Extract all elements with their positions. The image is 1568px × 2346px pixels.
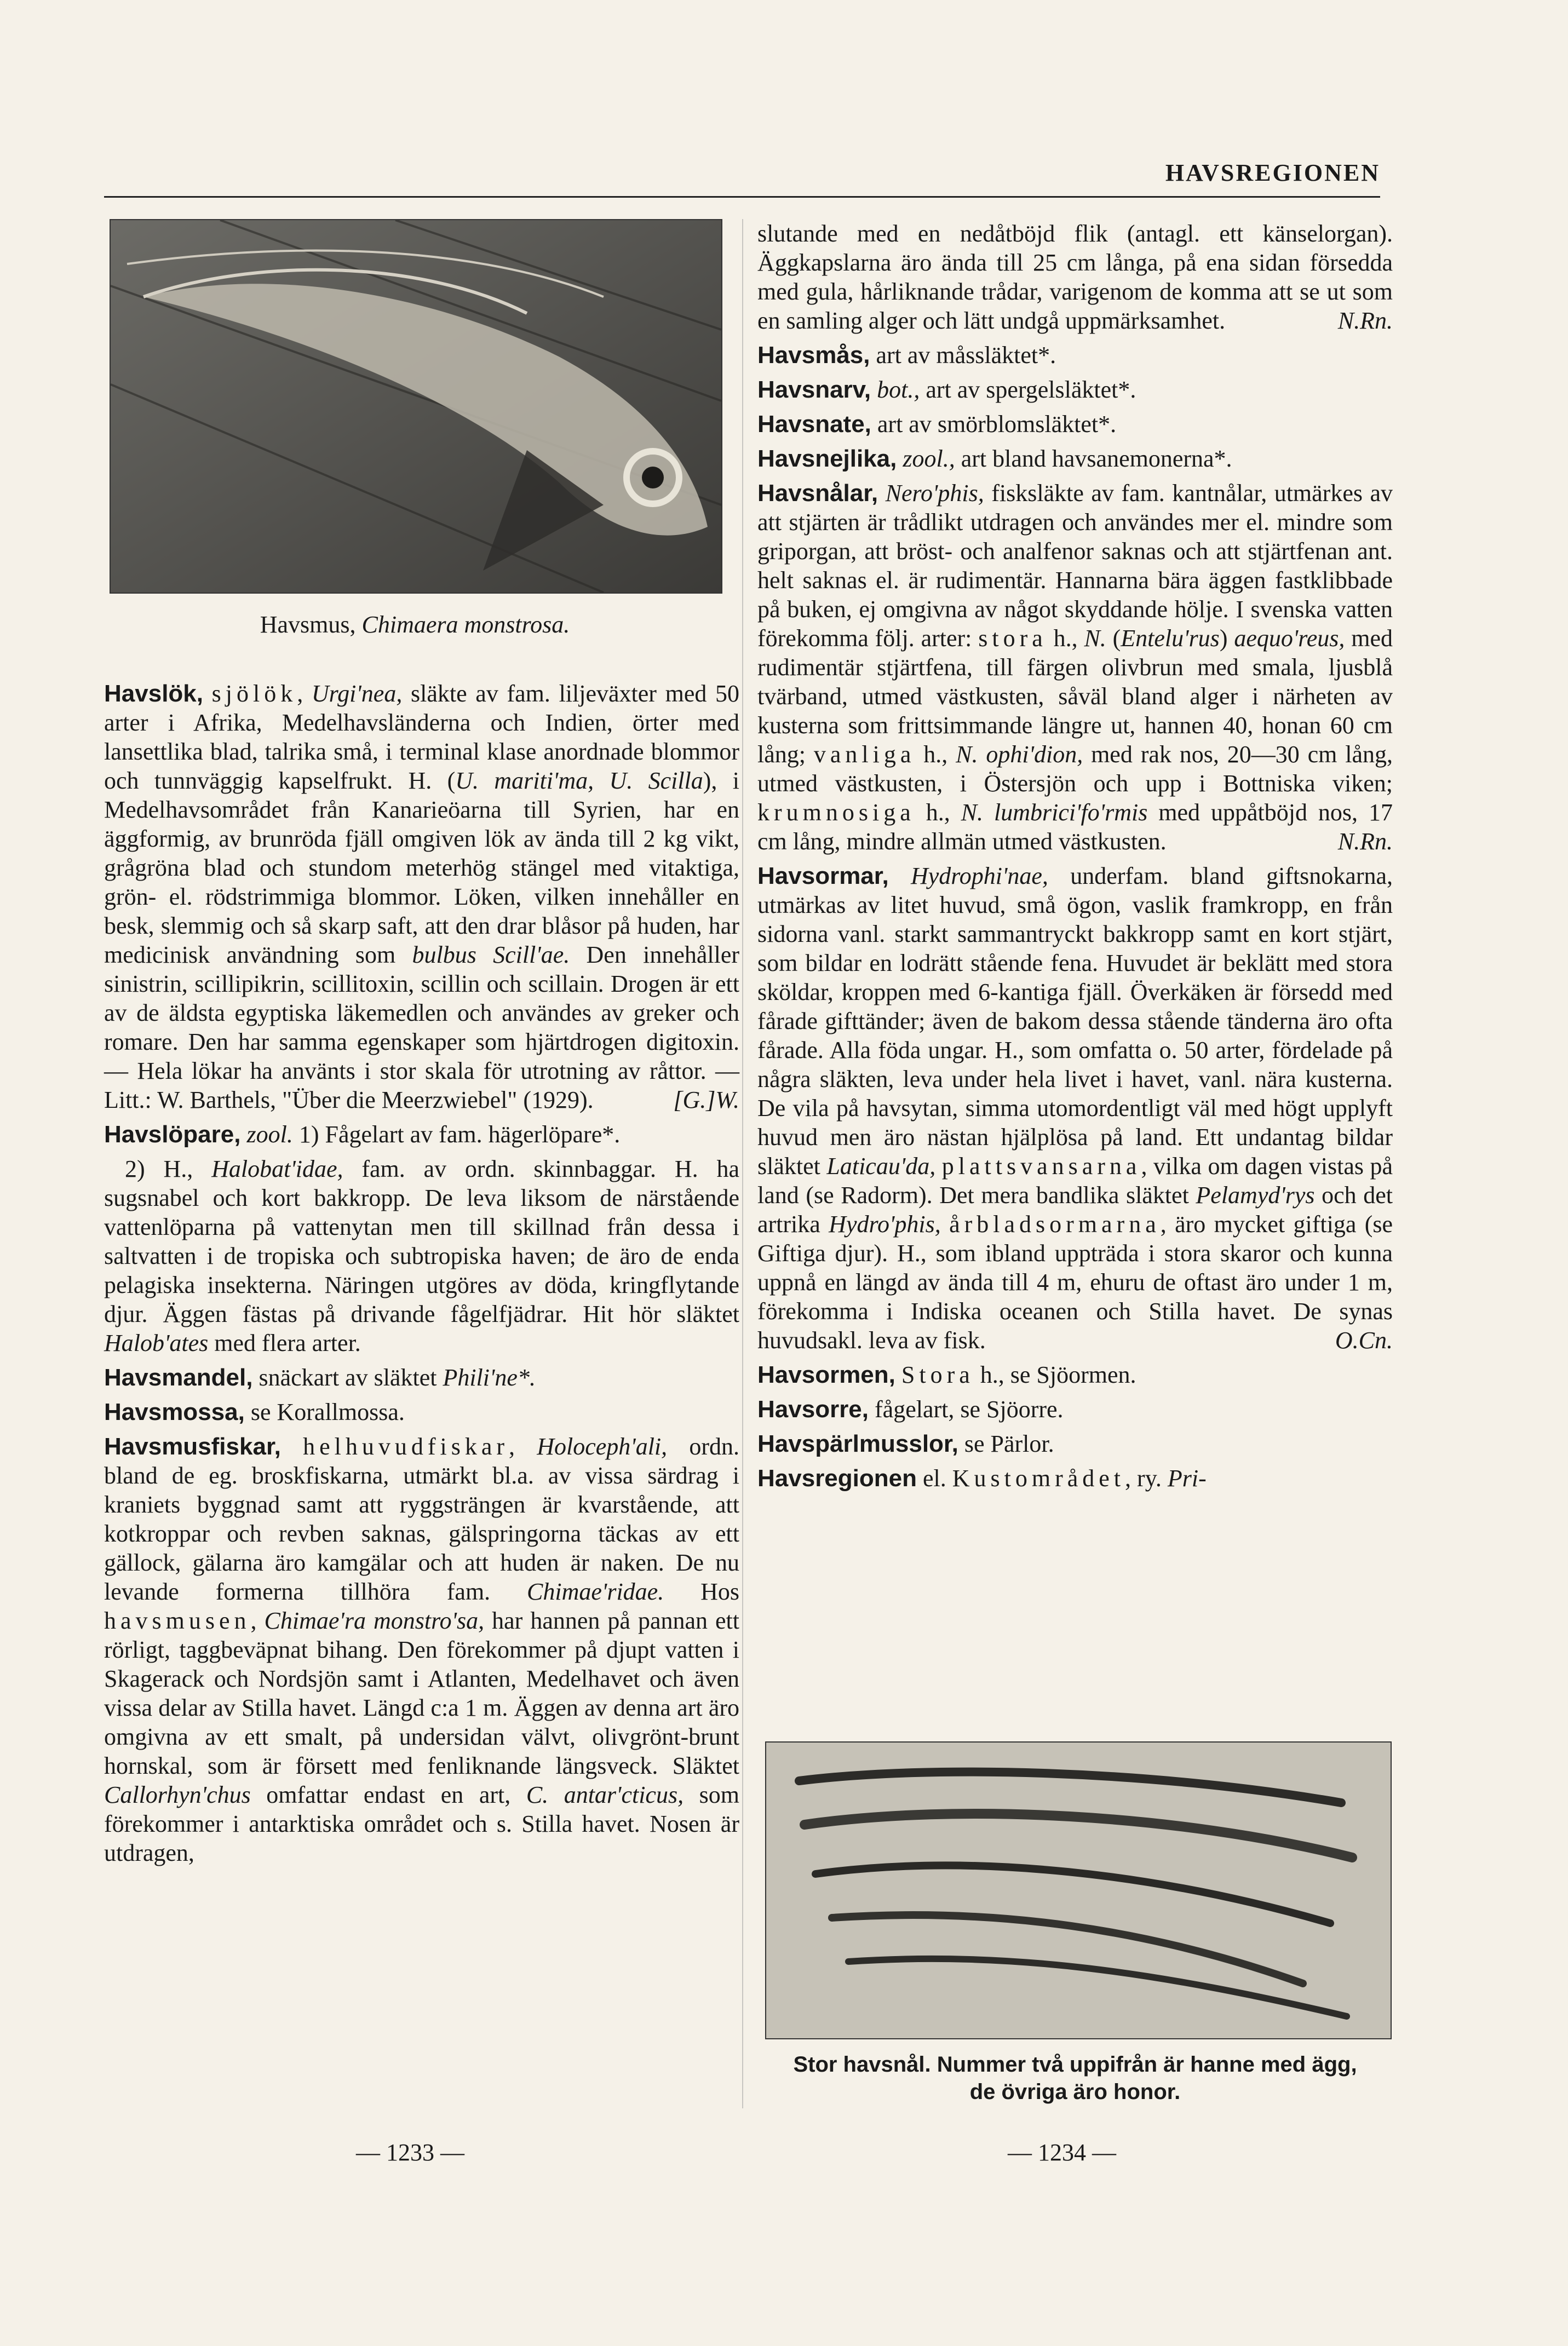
text: , ry. (1125, 1465, 1168, 1492)
headword: Havsnålar, (757, 480, 878, 507)
text: fam. av ordn. skinnbaggar. H. ha sugsnabel och kort bakkropp. De leva liksom de närstående vattenlöparna på vattenytan men till skillnad från dessa i saltvatten i de tropiska och subtropiska haven; de äro de enda pelagiska insekterna. Näringen utgöres av döda, kringflytande djur. Äggen fästas på drivande fågelfjädrar. Hit hör släktet (104, 1155, 739, 1327)
entry-havsnate (757, 410, 1393, 439)
figure1-caption (110, 611, 720, 639)
author-signature: N.Rn. (1337, 828, 1393, 855)
headword: Havsormen, (757, 1361, 895, 1388)
text: se Korallmossa. (244, 1399, 405, 1425)
text: 1) Fågelart av fam. hägerlöpare*. (292, 1121, 621, 1148)
text: art bland havsanemonerna*. (955, 445, 1232, 472)
author-signature: N.Rn. (1337, 307, 1393, 334)
italic-text: N. ophi'dion, (956, 741, 1083, 768)
entry-havsnejlika (757, 444, 1393, 473)
figure1-caption-species: Chimaera monstrosa. (361, 611, 570, 638)
headword: Havsorre, (757, 1396, 869, 1423)
spaced-text: havsmusen (104, 1607, 251, 1634)
spaced-text: vanliga (813, 741, 916, 768)
headword: Havsmås, (757, 342, 870, 369)
column-divider (742, 219, 743, 2108)
entry-havsmandel (104, 1363, 739, 1392)
entry-havslok (104, 679, 739, 1114)
text: h., se Sjöormen. (974, 1361, 1136, 1388)
entry-havsorre (757, 1395, 1393, 1424)
entry-havsmossa (104, 1398, 739, 1427)
italic-text: Chimae'ra monstro'sa, (264, 1607, 485, 1634)
italic-text: bot., (871, 376, 920, 403)
spaced-text: krumnosiga (757, 799, 915, 826)
italic-text: Phili'ne*. (443, 1364, 536, 1391)
text (203, 680, 212, 707)
spaced-text: årbladsormarna (949, 1211, 1161, 1238)
text: , (509, 1433, 537, 1460)
italic-text: Pri- (1167, 1465, 1207, 1492)
spaced-text: stora (978, 625, 1047, 652)
text: art av smörblomsläktet*. (871, 411, 1117, 438)
text (941, 1211, 949, 1238)
figure2-caption-line1: Stor havsnål. Nummer två uppifrån är hanne med ägg, (793, 2052, 1357, 2077)
figure2-caption-line2: de övriga äro honor. (969, 2080, 1181, 2104)
italic-text: bulbus Scill'ae. (412, 941, 570, 968)
italic-text: Nero'phis, (878, 480, 984, 507)
entry-havsormar (757, 861, 1393, 1355)
headword: Havsnate, (757, 411, 871, 438)
text: ) (1219, 625, 1234, 652)
italic-text: U. mariti'ma, U. Scilla (455, 767, 703, 794)
headword: Havsmandel, (104, 1364, 253, 1391)
page-number-left: — 1233 — (356, 2139, 464, 2166)
entry-havslopare (104, 1120, 739, 1149)
italic-text: zool. (240, 1121, 293, 1148)
entry-havsmas (757, 341, 1393, 370)
italic-text: Halobat'idae, (211, 1155, 343, 1182)
text: h., (915, 799, 961, 826)
italic-text: Hydrophi'nae, (888, 863, 1048, 889)
italic-text: Halob'ates (104, 1330, 209, 1356)
author-signature: O.Cn. (1335, 1327, 1393, 1354)
text (895, 1361, 901, 1388)
text: snäckart av släktet (252, 1364, 443, 1391)
author-signature: [G.]W. (673, 1086, 739, 1113)
italic-text: Callorhyn'chus (104, 1781, 251, 1808)
text: med rak nos, 20—30 cm lång, utmed västkusten, i Östersjön och upp i Bottniska viken; (757, 741, 1393, 797)
headword: Havslök, (104, 680, 203, 707)
text: med uppåtböjd nos, 17 cm lång, mindre allmän utmed västkusten. (757, 799, 1393, 855)
text (281, 1433, 303, 1460)
italic-text: Entelu'rus (1121, 625, 1220, 652)
text: slutande med en nedåtböjd flik (antagl. ett känselorgan). Äggkapslarna äro ända till 25 cm långa, på ena sidan försedda med gula, hårliknande trådar, varigenom de komma att se ut som en samling alger och lätt undgå uppmärksamhet. (757, 220, 1393, 334)
italic-text: C. antar'cticus, (526, 1781, 684, 1808)
text: Hos (664, 1578, 739, 1605)
italic-text: Chimae'ridae. (527, 1578, 664, 1605)
text: ), i Medelhavsområdet från Kanarieöarna till Syrien, har en äggformig, av brunröda fjäll omgiven lök av ända till 2 kg vikt, grågröna blad och stundom meterhög stängel med vitaktiga, grön- el. rödstrimmiga blommor. Löken, vilken innehåller en besk, slemmig och så skarp saft, att den drar blåsor på huden, har medicinisk användning som (104, 767, 739, 968)
text: h., (1047, 625, 1084, 652)
text: h., (915, 741, 956, 768)
text: med flera arter. (208, 1330, 361, 1356)
entry-havslopare-2 (104, 1154, 739, 1358)
italic-text: N. (1084, 625, 1106, 652)
spaced-text: Kustområdet (952, 1465, 1125, 1492)
entry-havsregionen (757, 1464, 1393, 1493)
text: har hannen på pannan ett rörligt, taggbeväpnat bihang. Den förekommer på djupt vatten i Skagerack och Nordsjön samt i Atlanten, Medelhavet och även vissa delar av Stilla havet. Längd c:a 1 m. Äggen av denna art äro omgivna av ett smalt, på undersidan välvt, olivgrönt-brunt hornskal, som är försett med fenliknande längsveck. Släktet (104, 1607, 739, 1779)
text: el. (916, 1465, 952, 1492)
text: fågelart, se Sjöorre. (869, 1396, 1064, 1423)
figure2-caption (757, 2051, 1393, 2106)
italic-text: aequo'reus, (1234, 625, 1345, 652)
text: med rudimentär stjärtfena, till färgen olivbrun med smala, ljusblå tvärband, utmed västkusten, såväl bland alger i närheten av kusterna som frittsimmande längre ut, hannen 40, honan 60 cm lång; (757, 625, 1393, 768)
text: se Pärlor. (958, 1430, 1054, 1457)
spaced-text: plattsvansarna (941, 1153, 1141, 1180)
headword: Havsmossa, (104, 1399, 245, 1425)
text: som förekommer i antarktiska området och s. Stilla havet. Nosen är utdragen, (104, 1781, 739, 1866)
header-rule (104, 196, 1380, 198)
text: ordn. bland de eg. broskfiskarna, utmärkt bl.a. av vissa särdrag i kraniets byggnad samt att ryggsträngen är kvarstående, att kotkroppar och revben saknas, gälspringorna täckas av ett gällock, gälarna äro kamgälar och att huden är naken. De nu levande formerna tillhöra fam. (104, 1433, 739, 1605)
text: ( (1106, 625, 1121, 652)
headword: Havsregionen (757, 1465, 917, 1492)
left-column (104, 679, 739, 1867)
text: Den innehåller sinistrin, scillipikrin, scillitoxin, scillin och scillain. Drogen är ett av de äldsta egyptiska läkemedlen och användes av greker och romare. Den har samma egenskaper som hjärtdrogen digitoxin. — Hela lökar ha använts i stor skala för utrotning av råttor. — Litt.: W. Barthels, "Über die Meerzwiebel" (1929). (104, 941, 740, 1113)
text: 2) H., (125, 1155, 212, 1182)
text: och det artrika (757, 1182, 1393, 1238)
entry-havsormen (757, 1360, 1393, 1389)
page-number-right: — 1234 — (1008, 2139, 1116, 2166)
entry-havsnalar (757, 479, 1393, 856)
headword: Havsormar, (757, 863, 889, 889)
spaced-text: helhuvudfiskar (303, 1433, 509, 1460)
chimaera-fish-image (111, 220, 721, 593)
headword: Havsmusfiskar, (104, 1433, 281, 1460)
entry-havsnarv (757, 375, 1393, 404)
italic-text: zool., (897, 445, 955, 472)
italic-text: Urgi'nea, (311, 680, 403, 707)
figure1-caption-text: Havsmus, (260, 611, 362, 638)
text: art av måssläktet*. (870, 342, 1056, 369)
text: , (250, 1607, 265, 1634)
headword: Havspärlmusslor, (757, 1430, 958, 1457)
italic-text: Laticau'da, (826, 1153, 936, 1180)
text: art av spergelsläktet*. (920, 376, 1136, 403)
text: underfam. bland giftsnokarna, utmärkas av litet huvud, små ögon, vaslik framkropp, en från sidorna vanl. starkt sammantryckt bakkropp samt en kort stjärt, som bildar en lodrätt stående fena. Huvudet är beklätt med stora sköldar, kroppen med 6-kantiga fjäll. Överkäken är försedd med fårade gifttänder; även de bakom dessa stående tänderna äro ofta fårade. Alla föda ungar. H., som omfatta o. 50 arter, fördelade på några släkten, leva under hela livet i havet, vanl. nära kusterna. De vila på havsytan, simma utomordentligt väl med högt upplyft huvud men äro nästan hjälplösa på land. Ett undantag bildar släktet (757, 863, 1393, 1180)
text: , (297, 680, 312, 707)
italic-text: Pelamyd'rys (1196, 1182, 1315, 1209)
italic-text: Hydro'phis, (829, 1211, 941, 1238)
right-column (757, 219, 1393, 1493)
headword: Havsnarv, (757, 376, 871, 403)
text (935, 1153, 942, 1180)
entry-havsparlmusslor (757, 1429, 1393, 1458)
headword: Havslöpare, (104, 1121, 241, 1148)
pipefish-photo (765, 1741, 1392, 2039)
text: , vilka om dagen vistas på land (se Radorm). Det mera bandlika släktet (757, 1153, 1393, 1209)
italic-text: Holoceph'ali, (537, 1433, 668, 1460)
running-header: HAVSREGIONEN (1165, 159, 1380, 186)
pipefish-image (766, 1743, 1391, 2038)
chimaera-photo (110, 219, 722, 594)
entry-continued (757, 219, 1393, 335)
italic-text: N. lumbrici'fo'rmis (961, 799, 1148, 826)
headword: Havsnejlika, (757, 445, 897, 472)
entry-havsmusfiskar (104, 1432, 739, 1867)
text: fisksläkte av fam. kantnålar, utmärkes av att stjärten är trådlikt utdragen och användes mer el. mindre som griporgan, att bröst- och analfenor saknas och att stjärtfenan ant. helt saknas el. är rudimentär. Hannarna bära äggen fastklibbade på buken, ej omgivna av något skyddande hölje. I svenska vatten förekomma följ. arter: (757, 480, 1393, 652)
text: omfattar endast en art, (250, 1781, 526, 1808)
spaced-text: sjölök (211, 680, 297, 707)
text: släkte av fam. liljeväxter med 50 arter i Afrika, Medelhavsländerna och Indien, örter med lansettlika blad, talrika små, i terminal klase anordnade blommor och tunnväggig kapselfrukt. H. ( (104, 680, 740, 794)
spaced-text: Stora (901, 1361, 974, 1388)
text: , äro mycket giftiga (se Giftiga djur). H., som ibland uppträda i stora skaror och kunna uppnå en längd av ända till 4 m, ehuru de oftast äro under 1 m, förekomma i Indiska oceanen och Stilla havet. De synas huvudsakl. leva av fisk. (757, 1211, 1393, 1354)
